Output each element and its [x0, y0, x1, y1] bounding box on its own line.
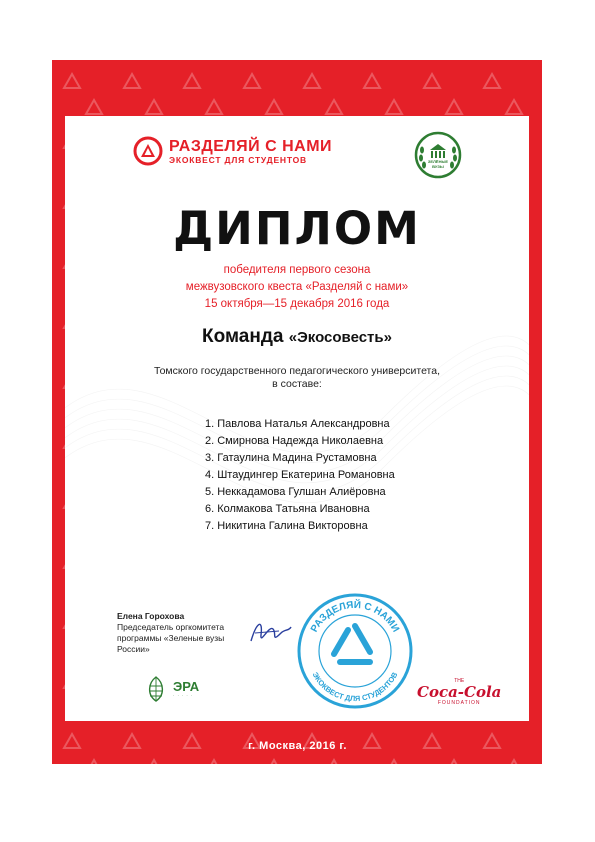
emblem-text-2: ВУЗЫ: [432, 164, 444, 169]
list-item: 1. Павлова Наталья Александровна: [205, 418, 390, 430]
composition-label: в составе:: [272, 378, 322, 390]
sponsor-logo: [417, 679, 501, 706]
sponsor-foundation: FOUNDATION: [437, 700, 481, 706]
emblem-text-1: ЗЕЛЁНЫЕ: [427, 159, 449, 164]
pine-cone-icon: [145, 676, 167, 702]
stamp-top-text: РАЗДЕЛЯЙ С НАМИ: [308, 599, 402, 635]
brand-title: РАЗДЕЛЯЙ С НАМИ: [169, 137, 333, 155]
list-item: 3. Гатаулина Мадина Рустамовна: [205, 452, 377, 464]
list-item: 6. Колмакова Татьяна Ивановна: [205, 503, 370, 515]
team-prefix: Команда: [202, 326, 284, 347]
signatory-name: Елена Горохова: [117, 611, 185, 621]
triangle-recycle-mark-icon: [133, 136, 163, 166]
award-dates: 15 октября—15 декабря 2016 года: [204, 298, 390, 310]
award-line-1: победителя первого сезона: [223, 264, 371, 276]
diploma-title: ДИПЛОМ: [173, 202, 421, 255]
brand-logo: [133, 136, 332, 166]
sponsor-the: THE: [454, 678, 465, 684]
diploma-sheet: [65, 116, 529, 721]
signatory-block: [117, 611, 237, 655]
recycle-stamp-icon: [290, 586, 420, 716]
signatory-role-1: Председатель оргкомитета: [117, 622, 225, 632]
green-universities-emblem-icon: [413, 130, 463, 180]
stamp-bottom-text: ЭКОКВЕСТ ДЛЯ СТУДЕНТОВ: [310, 670, 400, 704]
university-name: Томского государственного педагогического университета,: [153, 365, 441, 377]
signatory-role-2: программы «Зеленые вузы: [117, 633, 225, 643]
handwritten-signature: [245, 611, 295, 651]
team-heading: [65, 326, 529, 348]
list-item: 2. Смирнова Надежда Николаевна: [205, 435, 384, 447]
list-item: 5. Неккадамова Гулшан Алиёровна: [205, 486, 386, 498]
award-description: [65, 262, 529, 313]
list-item: 4. Штаудингер Екатерина Романовна: [205, 469, 395, 481]
era-logo: [145, 676, 199, 702]
sponsor-name: Coca-Cola: [417, 683, 502, 701]
brand-subtitle: ЭКОКВЕСТ ДЛЯ СТУДЕНТОВ: [169, 154, 307, 165]
award-line-2: межвузовского квеста «Разделяй с нами»: [185, 281, 409, 293]
university-block: [65, 365, 529, 391]
team-name: «Экосовесть»: [288, 329, 392, 346]
era-name: ЭРА: [173, 679, 200, 694]
era-subtitle: · · · · ·: [173, 693, 194, 698]
member-list: [205, 416, 395, 535]
list-item: 7. Никитина Галина Викторовна: [205, 520, 368, 532]
issue-place-date: г. Москва, 2016 г.: [248, 740, 347, 752]
signatory-role-3: России»: [117, 644, 150, 654]
